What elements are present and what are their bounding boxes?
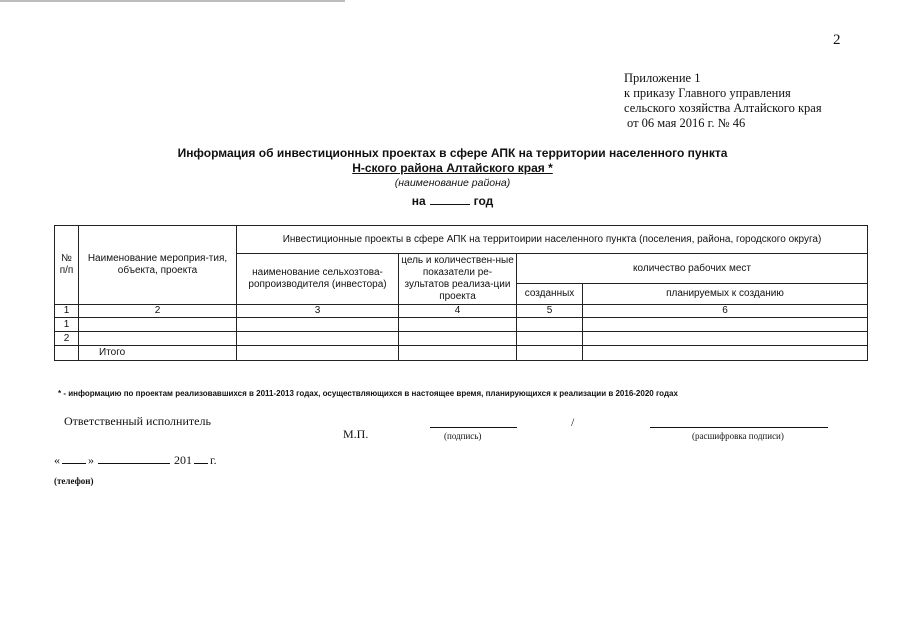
phone-caption: (телефон) xyxy=(54,476,94,486)
signature-line[interactable] xyxy=(430,427,517,428)
signature-separator: / xyxy=(571,415,575,429)
title-subtitle: (наименование района) xyxy=(394,177,511,189)
responsible-label: Ответственный исполнитель xyxy=(64,414,211,428)
col-number: 3 xyxy=(237,305,399,318)
row-total-label: Итого xyxy=(79,346,237,361)
year-prefix: на xyxy=(411,194,426,208)
close-quote: » xyxy=(88,453,94,467)
day-blank-field[interactable] xyxy=(62,452,86,464)
row-goals-cell[interactable] xyxy=(399,346,517,361)
appendix-line-4: от 06 мая 2016 г. № 46 xyxy=(627,116,746,130)
row-producer-cell[interactable] xyxy=(237,318,399,332)
signature-decode-caption: (расшифровка подписи) xyxy=(692,431,784,441)
appendix-line-3: сельского хозяйства Алтайского края xyxy=(624,101,822,115)
row-producer-cell[interactable] xyxy=(237,332,399,346)
row-created-cell[interactable] xyxy=(517,318,583,332)
row-goals-cell[interactable] xyxy=(399,332,517,346)
header-event-name: Наименование мероприя-тия, объекта, проекта xyxy=(79,226,237,305)
header-group: Инвестиционные проекты в сфере АПК на территоирии населенного пункта (поселения, района, городского округа) xyxy=(237,226,868,254)
title-line-1: Информация об инвестиционных проектах в сфере АПК на территории населенного пункта xyxy=(177,146,728,160)
row-name[interactable] xyxy=(79,332,237,346)
row-num: 1 xyxy=(55,318,79,332)
row-producer-cell[interactable] xyxy=(237,346,399,361)
col-number: 6 xyxy=(583,305,868,318)
header-num: № п/п xyxy=(55,226,79,305)
row-num xyxy=(55,346,79,361)
row-created-cell[interactable] xyxy=(517,346,583,361)
row-name[interactable] xyxy=(79,318,237,332)
table-row xyxy=(55,332,868,346)
row-created-cell[interactable] xyxy=(517,332,583,346)
col-number: 2 xyxy=(79,305,237,318)
appendix-line-2: к приказу Главного управления xyxy=(624,86,791,100)
year-suffix: год xyxy=(473,194,494,208)
footnote: * - информацию по проектам реализовавшихся в 2011-2013 годах, осуществляющихся в настоящее время, планирующихся к реализации в 2016-2020 годах xyxy=(58,389,678,398)
date-line xyxy=(54,452,217,468)
header-jobs: количество рабочих мест xyxy=(517,254,868,284)
appendix-line-1: Приложение 1 xyxy=(624,71,701,85)
header-planned: планируемых к созданию xyxy=(583,284,868,305)
title-line-2: Н-ского района Алтайского края * xyxy=(352,161,553,175)
row-planned-cell[interactable] xyxy=(583,346,868,361)
col-number: 4 xyxy=(399,305,517,318)
investment-projects-table xyxy=(54,225,868,361)
year-suffix-text: г. xyxy=(210,453,217,467)
stamp-place-label: М.П. xyxy=(343,427,369,441)
signature-caption: (подпись) xyxy=(444,431,482,441)
document-title xyxy=(0,146,905,209)
header-created: созданных xyxy=(517,284,583,305)
page-number: 2 xyxy=(833,32,841,48)
open-quote: « xyxy=(54,453,60,467)
month-blank-field[interactable] xyxy=(98,452,170,464)
row-planned-cell[interactable] xyxy=(583,332,868,346)
title-year-line xyxy=(0,193,905,209)
col-number: 5 xyxy=(517,305,583,318)
table-row xyxy=(55,318,868,332)
year-digit-blank-field[interactable] xyxy=(194,452,208,464)
row-num: 2 xyxy=(55,332,79,346)
row-goals-cell[interactable] xyxy=(399,318,517,332)
row-planned-cell[interactable] xyxy=(583,318,868,332)
header-goals: цель и количествен-ные показатели ре-зультатов реализа-ции проекта xyxy=(399,254,517,305)
table-row-total xyxy=(55,346,868,361)
scan-artifact-line xyxy=(0,0,345,2)
signature-decode-line[interactable] xyxy=(650,427,828,428)
appendix-block xyxy=(624,71,822,131)
header-producer: наименование сельхозтова-ропроизводителя (инвестора) xyxy=(237,254,399,305)
year-blank-field[interactable] xyxy=(430,193,470,205)
year-prefix-text: 201 xyxy=(174,453,192,467)
col-number: 1 xyxy=(55,305,79,318)
